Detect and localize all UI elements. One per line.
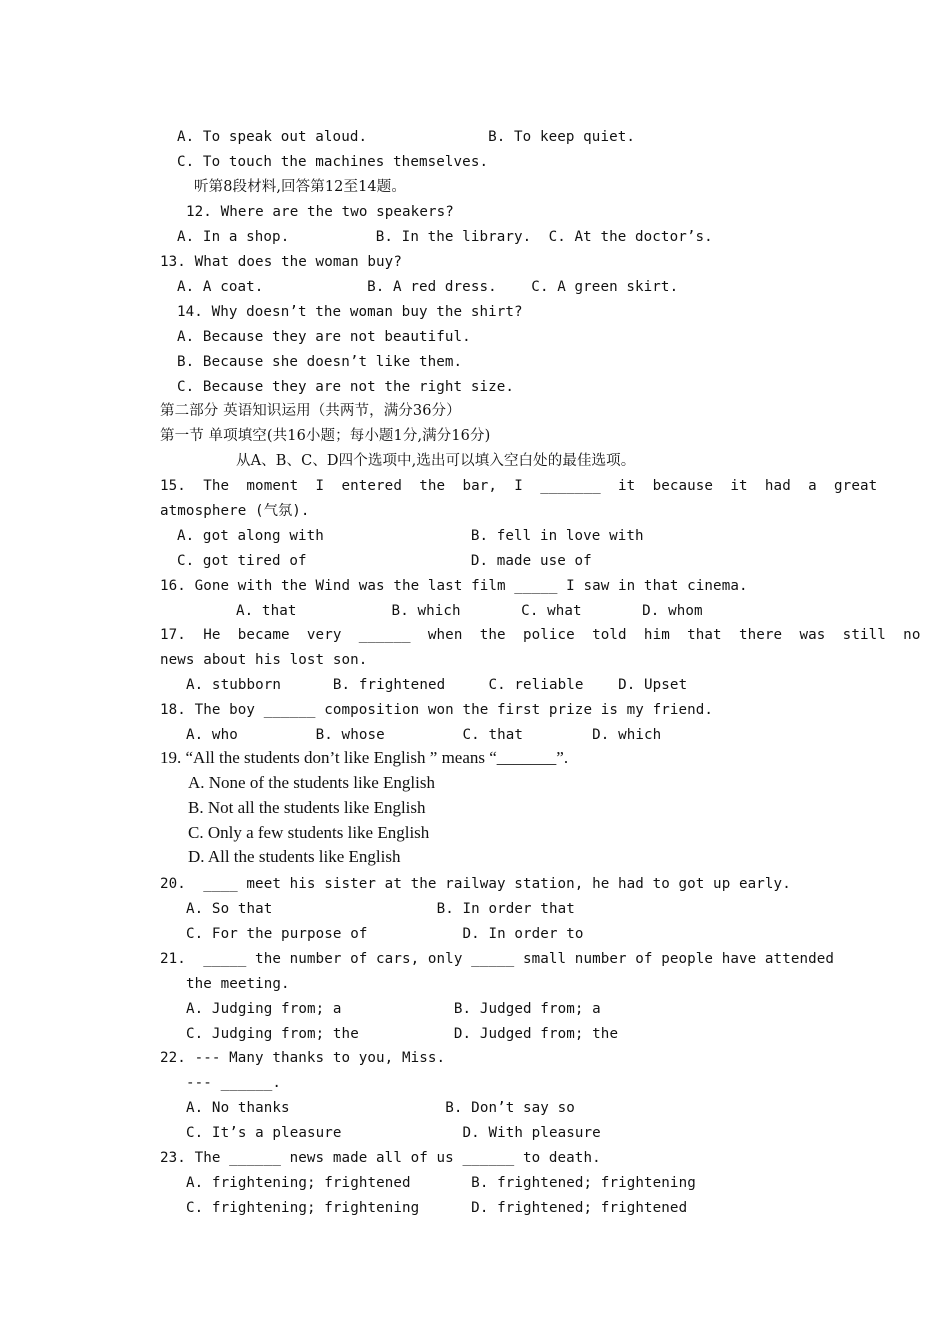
q19-stem: 19. “All the students don’t like English ” means “_______”. [160, 748, 569, 767]
q15-stem-line1: 15. The moment I entered the bar, I _______ it because it had a great [160, 478, 878, 494]
q21-stem-line2: the meeting. [186, 976, 290, 992]
q22-option-cd: C. It’s a pleasure D. With pleasure [186, 1125, 601, 1141]
q16-options: A. that B. which C. what D. whom [236, 603, 703, 619]
q23-option-cd: C. frightening; frightening D. frightened; frightened [186, 1200, 688, 1216]
q18-options: A. who B. whose C. that D. which [186, 727, 662, 743]
q12-options: A. In a shop. B. In the library. C. At the doctor’s. [177, 229, 713, 245]
q14-stem: 14. Why doesn’t the woman buy the shirt? [177, 304, 523, 320]
section-one-heading: 第一节 单项填空(共16小题；每小题1分,满分16分) [160, 428, 491, 444]
q14-option-a: A. Because they are not beautiful. [177, 329, 471, 345]
q15-option-cd: C. got tired of D. made use of [177, 553, 592, 569]
q21-option-ab: A. Judging from; a B. Judged from; a [186, 1001, 601, 1017]
q12-stem: 12. Where are the two speakers? [186, 204, 454, 220]
q20-option-ab: A. So that B. In order that [186, 901, 575, 917]
q18-stem: 18. The boy ______ composition won the first prize is my friend. [160, 702, 714, 718]
q16-stem: 16. Gone with the Wind was the last film _____ I saw in that cinema. [160, 578, 748, 594]
q21-stem-line1: 21. _____ the number of cars, only _____ small number of people have attended [160, 951, 835, 967]
section-8-instruction: 听第8段材料,回答第12至14题。 [194, 179, 406, 195]
q14-option-c: C. Because they are not the right size. [177, 379, 515, 395]
q13-stem: 13. What does the woman buy? [160, 254, 402, 270]
q20-stem: 20. ____ meet his sister at the railway station, he had to got up early. [160, 876, 791, 892]
q13-options: A. A coat. B. A red dress. C. A green skirt. [177, 279, 679, 295]
part-two-heading: 第二部分 英语知识运用（共两节，满分36分） [160, 403, 461, 419]
q19-option-d: D. All the students like English [188, 847, 401, 866]
q15-option-ab: A. got along with B. fell in love with [177, 528, 644, 544]
q21-option-cd: C. Judging from; the D. Judged from; the [186, 1026, 619, 1042]
q11-option-ab: A. To speak out aloud. B. To keep quiet. [177, 129, 636, 145]
q19-option-b: B. Not all the students like English [188, 798, 426, 817]
q23-stem: 23. The ______ news made all of us ______ to death. [160, 1150, 601, 1166]
q22-reply: --- ______. [186, 1075, 282, 1091]
q17-stem-line2: news about his lost son. [160, 652, 368, 668]
q14-option-b: B. Because she doesn’t like them. [177, 354, 463, 370]
q19-option-c: C. Only a few students like English [188, 823, 430, 842]
q15-stem-line2: atmosphere (气氛). [160, 503, 310, 519]
q23-option-ab: A. frightening; frightened B. frightened; frightening [186, 1175, 696, 1191]
q22-option-ab: A. No thanks B. Don’t say so [186, 1100, 575, 1116]
q11-option-c: C. To touch the machines themselves. [177, 154, 489, 170]
q17-stem-line1: 17. He became very ______ when the police told him that there was still no [160, 627, 921, 643]
section-one-instruction: 从A、B、C、D四个选项中,选出可以填入空白处的最佳选项。 [236, 453, 636, 469]
q19-option-a: A. None of the students like English [188, 773, 435, 792]
q22-stem: 22. --- Many thanks to you, Miss. [160, 1050, 446, 1066]
q20-option-cd: C. For the purpose of D. In order to [186, 926, 584, 942]
q17-options: A. stubborn B. frightened C. reliable D. Upset [186, 677, 688, 693]
